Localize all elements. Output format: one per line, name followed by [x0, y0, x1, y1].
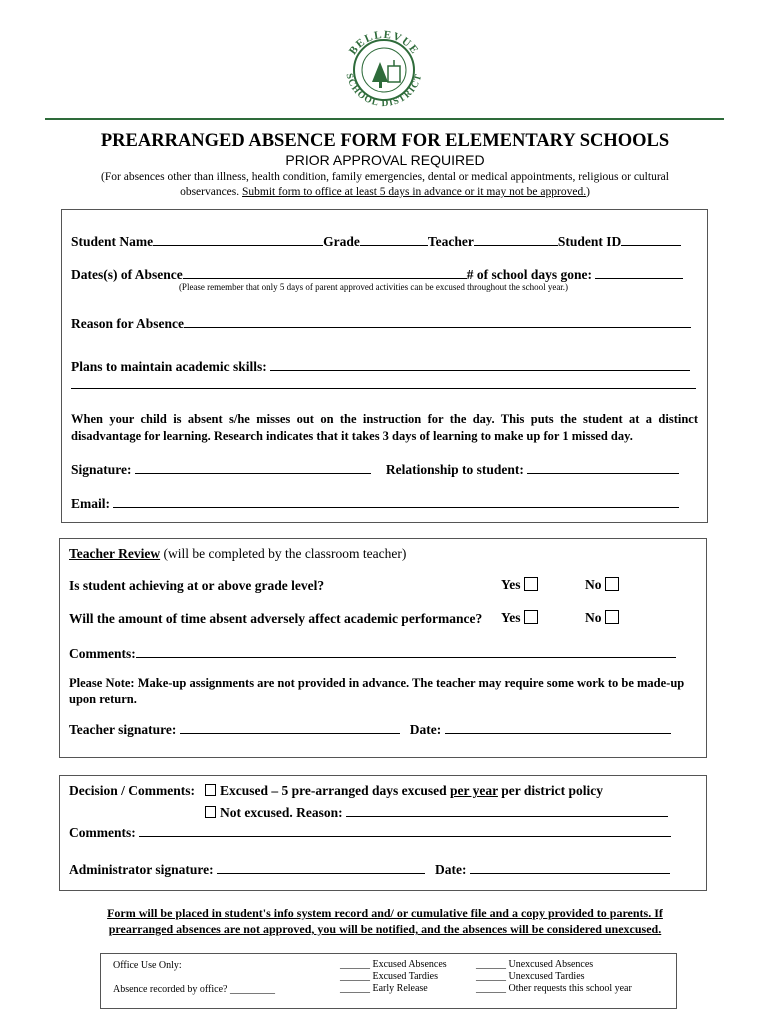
makeup-note: Please Note: Make-up assignments are not provided in advance. The teacher may require some work to be made-up upon return.	[69, 676, 685, 706]
admin-signature-field[interactable]	[217, 860, 425, 874]
q1-no: No	[585, 577, 619, 593]
office-item: ______ Early Release	[340, 983, 428, 994]
dates-row: Dates(s) of Absence # of school days gone:	[71, 265, 683, 283]
admin-date-field[interactable]	[470, 860, 670, 874]
reason-row: Reason for Absence	[71, 314, 691, 332]
absence-dates-field[interactable]	[183, 265, 467, 279]
info-paragraph: When your child is absent s/he misses out on the instruction for the day. This puts the student at a distinct disadvantage for learning. Research indicates that it takes 3 days of learning to make up for 1 missed day.	[71, 412, 698, 443]
not-excused-option: Not excused. Reason:	[205, 803, 668, 821]
plans-row: Plans to maintain academic skills:	[71, 357, 690, 375]
parent-signature-field[interactable]	[135, 460, 371, 474]
student-id-field[interactable]	[621, 232, 681, 246]
office-column-1	[340, 959, 447, 995]
q2-no-checkbox[interactable]	[605, 610, 619, 624]
q1-no-checkbox[interactable]	[605, 577, 619, 591]
office-item: ______ Unexcused Tardies	[476, 971, 585, 982]
excused-option: Excused – 5 pre-arranged days excused per year per district policy	[205, 783, 603, 799]
instructions-line1: (For absences other than illness, health condition, family emergencies, dental or medical appointments, religious or cultural	[101, 171, 669, 183]
plans-field[interactable]	[270, 357, 690, 371]
admin-signature-row: Administrator signature: Date:	[69, 860, 670, 878]
teacher-signature-row: Teacher signature: Date:	[69, 720, 671, 738]
q1-yes: Yes	[501, 577, 538, 593]
svg-text:BELLEVUE	[347, 29, 421, 57]
student-info-row: Student Name Grade Teacher Student ID	[71, 232, 681, 250]
form-subtitle: PRIOR APPROVAL REQUIRED	[285, 152, 485, 168]
days-gone-field[interactable]	[595, 265, 683, 279]
teacher-review-heading: Teacher Review (will be completed by the classroom teacher)	[69, 546, 407, 561]
dates-note: (Please remember that only 5 days of parent approved activities can be excused throughout the school year.)	[178, 282, 569, 292]
decision-label: Decision / Comments:	[69, 783, 195, 798]
not-excused-checkbox[interactable]	[205, 806, 216, 818]
instructions-line2: observances. Submit form to office at least 5 days in advance or it may not be approved.)	[180, 186, 590, 198]
office-item: ______ Unexcused Absences	[476, 959, 594, 970]
header-rule	[45, 118, 724, 120]
q2-yes-checkbox[interactable]	[524, 610, 538, 624]
email-field[interactable]	[113, 494, 679, 508]
student-name-field[interactable]	[153, 232, 323, 246]
footer-notice: Form will be placed in student's info system record and/ or cumulative file and a copy provided to parents. If prearranged absences are not approved, you will be notified, and the absences will be considered unexcused.	[107, 906, 663, 936]
logo-top-text: BELLEVUE	[346, 28, 422, 58]
relationship-field[interactable]	[527, 460, 679, 474]
signature-row: Signature: Relationship to student:	[71, 460, 679, 478]
question-grade-level: Is student achieving at or above grade level?	[69, 578, 325, 593]
teacher-field[interactable]	[474, 232, 558, 246]
teacher-comments-field[interactable]	[136, 644, 676, 658]
admin-comments-row: Comments:	[69, 823, 671, 841]
not-excused-reason-field[interactable]	[346, 803, 668, 817]
district-logo	[336, 22, 432, 118]
admin-comments-field[interactable]	[139, 823, 671, 837]
logo-bottom-text: SCHOOL DISTRICT	[343, 72, 425, 110]
office-column-2	[476, 959, 632, 995]
excused-checkbox[interactable]	[205, 784, 216, 796]
recorded-by-office: Absence recorded by office? _________	[113, 984, 275, 995]
q1-yes-checkbox[interactable]	[524, 577, 538, 591]
email-row: Email:	[71, 494, 679, 512]
office-item: ______ Other requests this school year	[476, 983, 632, 994]
teacher-comments-row: Comments:	[69, 644, 676, 662]
office-use-label: Office Use Only:	[113, 960, 182, 971]
office-item: ______ Excused Tardies	[340, 971, 438, 982]
form-title: PREARRANGED ABSENCE FORM FOR ELEMENTARY SCHOOLS	[100, 131, 670, 151]
grade-field[interactable]	[360, 232, 428, 246]
question-academic-performance: Will the amount of time absent adversely affect academic performance?	[69, 611, 483, 626]
q2-no: No	[585, 610, 619, 626]
teacher-date-field[interactable]	[445, 720, 671, 734]
reason-field[interactable]	[184, 314, 691, 328]
plans-field-line2[interactable]	[71, 388, 696, 389]
teacher-signature-field[interactable]	[180, 720, 400, 734]
form-instructions	[80, 170, 690, 200]
q2-yes: Yes	[501, 610, 538, 626]
office-item: ______ Excused Absences	[340, 959, 447, 970]
